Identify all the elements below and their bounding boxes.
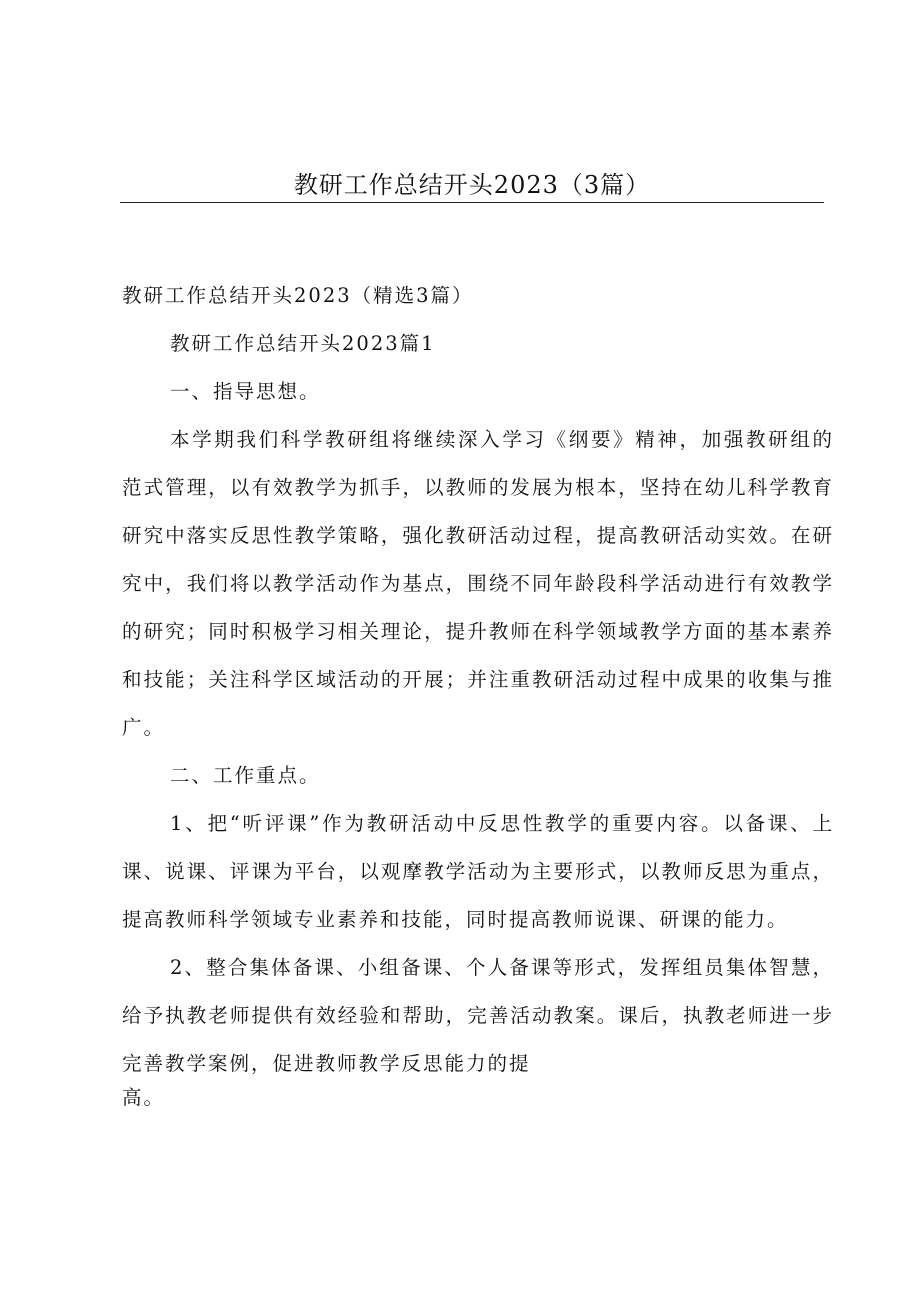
document-title: 教研工作总结开头2023（3篇） — [293, 171, 651, 199]
document-subtitle: 教研工作总结开头2023（精选3篇） — [122, 284, 474, 307]
heading-work-focus: 二、工作重点。 — [170, 764, 321, 787]
document-body — [122, 272, 834, 1114]
list-item-2: 2、整合集体备课、小组备课、个人备课等形式，发挥组员集体智慧，给予执教老师提供有效经验和帮助，完善活动教案。课后，执教老师进一步完善教学案例，促进教师教学反思能力的提 — [122, 956, 834, 1075]
list-item-2-continuation: 高。 — [122, 1086, 166, 1109]
title-underline — [120, 202, 824, 203]
list-item-1: 1、把“听评课”作为教研活动中反思性教学的重要内容。以备课、上课、说课、评课为平台，以观摩教学活动为主要形式，以教师反思为重点，提高教师科学领域专业素养和技能，同时提高教师说课、研课的能力。 — [122, 812, 834, 931]
paragraph-guiding-ideology: 本学期我们科学教研组将继续深入学习《纲要》精神，加强教研组的范式管理，以有效教学为抓手，以教师的发展为根本，坚持在幼儿科学教育研究中落实反思性教学策略，强化教研活动过程，提高教研活动实效。在研究中，我们将以教学活动作为基点，围绕不同年龄段科学活动进行有效教学的研究；同时积极学习相关理论，提升教师在科学领域教学方面的基本素养和技能；关注科学区域活动的开展；并注重教研活动过程中成果的收集与推广。 — [122, 428, 834, 739]
heading-guiding-ideology: 一、指导思想。 — [170, 380, 321, 403]
section-title: 教研工作总结开头2023篇1 — [170, 332, 436, 355]
